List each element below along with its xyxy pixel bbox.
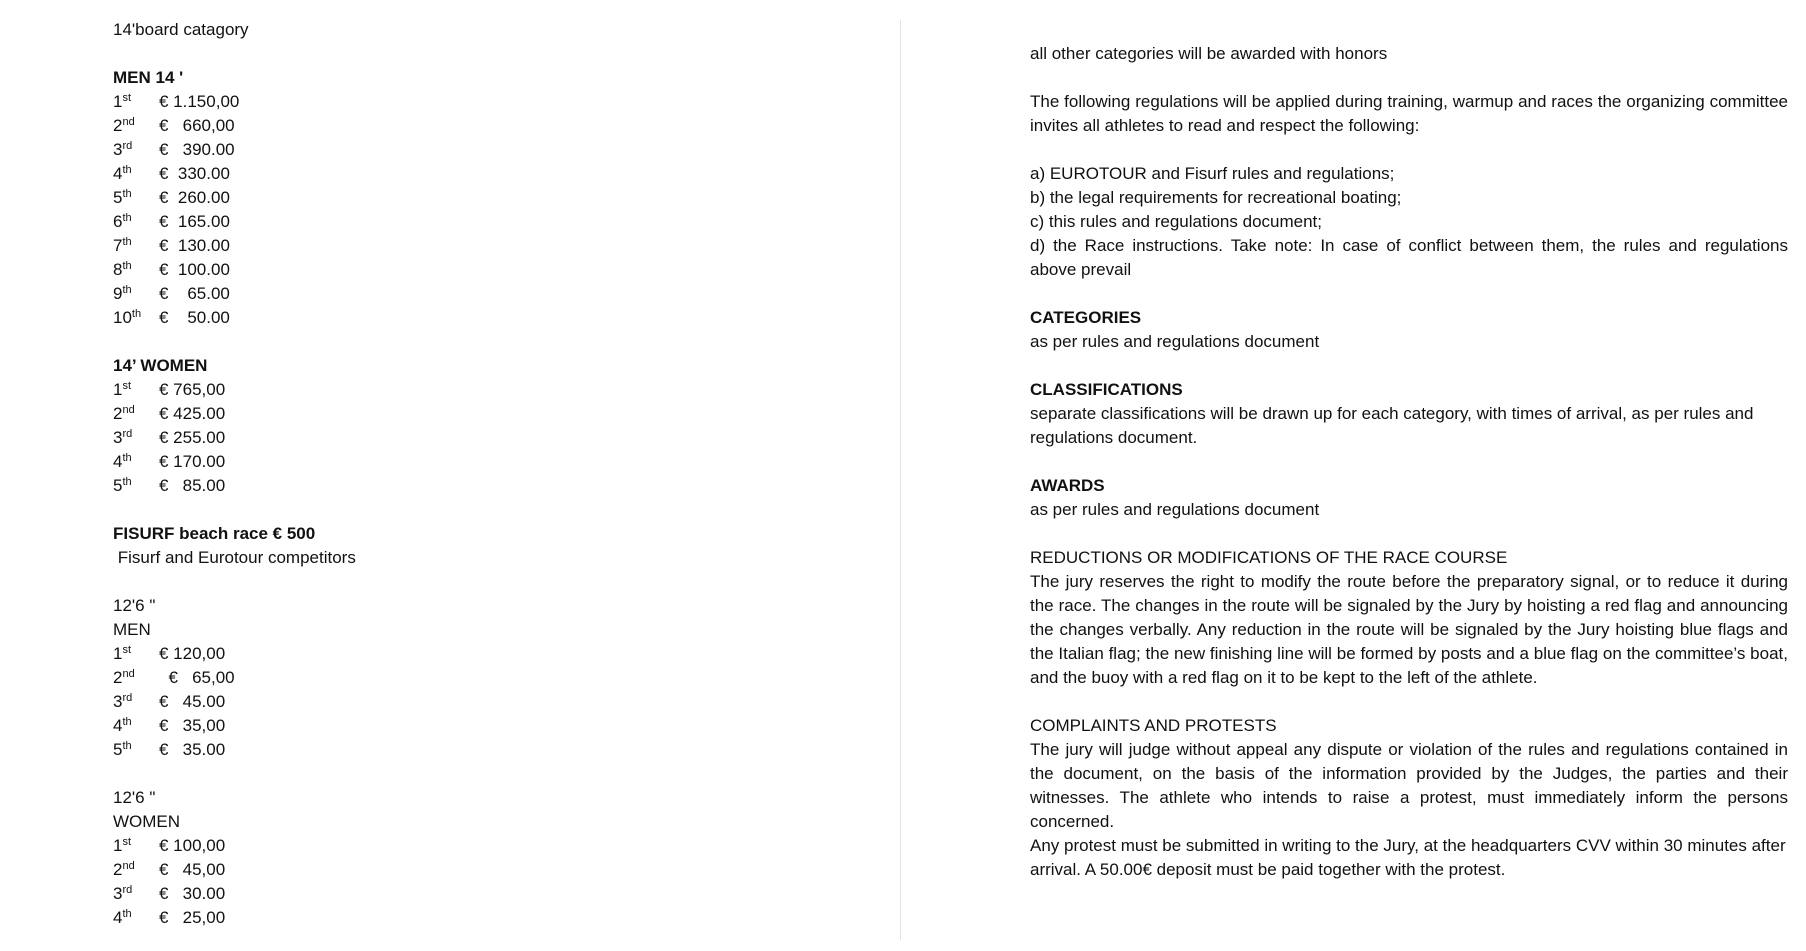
prize-place-number: 2 xyxy=(113,116,123,135)
prize-amount: € 100.00 xyxy=(159,260,230,279)
prize-place xyxy=(113,690,159,714)
prize-amount: € 330.00 xyxy=(159,164,230,183)
prize-place-suffix: th xyxy=(122,740,132,752)
prize-place-number: 3 xyxy=(113,140,123,159)
prize-place-suffix: st xyxy=(122,836,132,848)
prize-amount: € 255.00 xyxy=(159,428,226,447)
women14-title: 14’ WOMEN xyxy=(113,356,208,375)
awards-heading: AWARDS xyxy=(1030,476,1105,495)
rules-list xyxy=(1030,162,1788,282)
prize-amount: € 425.00 xyxy=(159,404,226,423)
men126-title: MEN xyxy=(113,620,151,639)
prize-place-suffix: rd xyxy=(122,428,133,440)
men126-prize-list xyxy=(113,642,900,762)
prize-amount: € 45.00 xyxy=(159,692,226,711)
women126-prize-list xyxy=(113,834,900,930)
prize-place-suffix: st xyxy=(122,92,132,104)
prize-place-number: 2 xyxy=(113,404,123,423)
prize-amount: € 120,00 xyxy=(159,644,226,663)
prize-place-number: 1 xyxy=(113,380,123,399)
prize-place xyxy=(113,882,159,906)
rule-item-a: a) EUROTOUR and Fisurf rules and regulations; xyxy=(1030,164,1395,183)
prize-row xyxy=(113,642,900,666)
prize-row xyxy=(113,738,900,762)
prize-place-suffix: rd xyxy=(122,692,133,704)
men14-title: MEN 14 ' xyxy=(113,68,184,87)
prize-place xyxy=(113,666,159,690)
right-page xyxy=(902,0,1806,951)
reductions-text: The jury reserves the right to modify the route before the preparatory signal, or to reduce it during the race. The changes in the route will be signaled by the Jury by hoisting a red flag and announcing the changes verbally. Any reduction in the route will be signaled by the Jury hoisting blue flags and the Italian flag; the new finishing line will be formed by posts and a blue flag on the committee’s boat, and the buoy with a red flag on it to be kept to the left of the athlete. xyxy=(1030,572,1788,687)
prize-place-number: 7 xyxy=(113,236,123,255)
prize-place-suffix: nd xyxy=(122,404,135,416)
beach-race-subtitle: Fisurf and Eurotour competitors xyxy=(113,548,356,567)
prize-row xyxy=(113,906,900,930)
prize-row xyxy=(113,114,900,138)
prize-amount: € 65,00 xyxy=(159,668,235,687)
prize-row xyxy=(113,306,900,330)
prize-place xyxy=(113,402,159,426)
prize-place-suffix: th xyxy=(122,452,132,464)
prize-place-suffix: th xyxy=(122,284,132,296)
prize-place-number: 3 xyxy=(113,692,123,711)
prize-amount: € 260.00 xyxy=(159,188,230,207)
prize-amount: € 130.00 xyxy=(159,236,230,255)
prize-place-suffix: th xyxy=(122,188,132,200)
prize-row xyxy=(113,90,900,114)
prize-place-suffix: st xyxy=(122,644,132,656)
prize-place xyxy=(113,282,159,306)
prize-place-suffix: rd xyxy=(122,884,133,896)
men126-size: 12'6 " xyxy=(113,596,156,615)
prize-place xyxy=(113,738,159,762)
rule-item-b: b) the legal requirements for recreational boating; xyxy=(1030,188,1402,207)
prize-row xyxy=(113,714,900,738)
prize-place-suffix: th xyxy=(131,308,142,320)
prize-place-number: 3 xyxy=(113,428,123,447)
prize-row xyxy=(113,162,900,186)
awards-section xyxy=(1030,474,1788,522)
prize-place xyxy=(113,642,159,666)
women14-prize-list xyxy=(113,378,900,498)
men14-prize-list xyxy=(113,90,900,330)
prize-row xyxy=(113,282,900,306)
complaints-text: The jury will judge without appeal any dispute or violation of the rules and regulations contained in the document, on the basis of the information provided by the Judges, the parties and their witnesses. The athlete who intends to raise a protest, must immediately inform the persons concerned. xyxy=(1030,740,1788,831)
prize-place-number: 3 xyxy=(113,884,123,903)
prize-amount: € 45,00 xyxy=(159,860,226,879)
women126-size: 12'6 " xyxy=(113,788,156,807)
prize-place-number: 10 xyxy=(113,308,132,327)
prize-place-suffix: th xyxy=(122,236,132,248)
prize-place xyxy=(113,906,159,930)
prize-place xyxy=(113,234,159,258)
prize-place-suffix: th xyxy=(122,164,132,176)
prize-row xyxy=(113,882,900,906)
prize-place-suffix: nd xyxy=(122,116,135,128)
reductions-heading: REDUCTIONS OR MODIFICATIONS OF THE RACE COURSE xyxy=(1030,548,1508,567)
classifications-heading: CLASSIFICATIONS xyxy=(1030,380,1183,399)
prize-place xyxy=(113,378,159,402)
prize-place xyxy=(113,90,159,114)
women126-title: WOMEN xyxy=(113,812,181,831)
prize-place-suffix: st xyxy=(122,380,132,392)
page-divider xyxy=(900,20,901,940)
prize-row xyxy=(113,234,900,258)
prize-row xyxy=(113,690,900,714)
prize-amount: € 35,00 xyxy=(159,716,226,735)
left-page xyxy=(0,0,900,951)
prize-place xyxy=(113,450,159,474)
prize-place xyxy=(113,306,159,330)
prize-amount: € 1.150,00 xyxy=(159,92,240,111)
prize-place xyxy=(113,714,159,738)
prize-place-number: 4 xyxy=(113,908,123,927)
prize-amount: € 25,00 xyxy=(159,908,226,927)
prize-amount: € 30.00 xyxy=(159,884,226,903)
prize-row xyxy=(113,858,900,882)
classifications-section xyxy=(1030,378,1788,450)
prize-place-number: 5 xyxy=(113,740,123,759)
rule-item-d: d) the Race instructions. Take note: In case of conflict between them, the rules and regulations above prevail xyxy=(1030,236,1788,279)
prize-amount: € 65.00 xyxy=(159,284,230,303)
prize-place xyxy=(113,210,159,234)
prize-amount: € 85.00 xyxy=(159,476,226,495)
prize-place-suffix: th xyxy=(122,212,132,224)
prize-amount: € 165.00 xyxy=(159,212,230,231)
prize-row xyxy=(113,138,900,162)
prize-amount: € 170.00 xyxy=(159,452,226,471)
category-header: 14'board catagory xyxy=(113,20,249,39)
prize-place-number: 9 xyxy=(113,284,123,303)
prize-row xyxy=(113,402,900,426)
complaints-section xyxy=(1030,714,1788,882)
prize-place-suffix: nd xyxy=(122,860,135,872)
prize-amount: € 35.00 xyxy=(159,740,226,759)
regulations-intro: The following regulations will be applied during training, warmup and races the organizing committee invites all athletes to read and respect the following: xyxy=(1030,92,1788,135)
prize-place-suffix: th xyxy=(122,476,132,488)
prize-place-number: 4 xyxy=(113,452,123,471)
prize-row xyxy=(113,210,900,234)
prize-place xyxy=(113,474,159,498)
prize-place xyxy=(113,162,159,186)
prize-place-suffix: nd xyxy=(122,668,135,680)
prize-row xyxy=(113,474,900,498)
prize-row xyxy=(113,450,900,474)
prize-place xyxy=(113,426,159,450)
prize-place xyxy=(113,858,159,882)
prize-place-number: 2 xyxy=(113,668,123,687)
prize-place xyxy=(113,114,159,138)
prize-place-number: 5 xyxy=(113,476,123,495)
prize-place-number: 5 xyxy=(113,188,123,207)
categories-text: as per rules and regulations document xyxy=(1030,332,1320,351)
awards-text: as per rules and regulations document xyxy=(1030,500,1320,519)
prize-row xyxy=(113,378,900,402)
prize-amount: € 660,00 xyxy=(159,116,235,135)
prize-row xyxy=(113,186,900,210)
complaints-deposit-text: Any protest must be submitted in writing to the Jury, at the headquarters CVV within 30 minutes after arrival. A 50.00€ deposit must be paid together with the protest. xyxy=(1030,836,1786,879)
prize-amount: € 100,00 xyxy=(159,836,226,855)
honors-note: all other categories will be awarded with honors xyxy=(1030,44,1388,63)
reductions-section xyxy=(1030,546,1788,690)
prize-place-number: 6 xyxy=(113,212,123,231)
prize-place-number: 1 xyxy=(113,644,123,663)
categories-section xyxy=(1030,306,1788,354)
prize-amount: € 765,00 xyxy=(159,380,226,399)
categories-heading: CATEGORIES xyxy=(1030,308,1142,327)
prize-row xyxy=(113,834,900,858)
rule-item-c: c) this rules and regulations document; xyxy=(1030,212,1322,231)
complaints-heading: COMPLAINTS AND PROTESTS xyxy=(1030,716,1277,735)
classifications-text: separate classifications will be drawn up for each category, with times of arrival, as per rules and regulations document. xyxy=(1030,404,1754,447)
prize-place-suffix: rd xyxy=(122,140,133,152)
prize-place xyxy=(113,258,159,282)
prize-place-number: 1 xyxy=(113,836,123,855)
prize-row xyxy=(113,426,900,450)
prize-place-suffix: th xyxy=(122,908,132,920)
prize-amount: € 50.00 xyxy=(159,308,230,327)
prize-place-number: 1 xyxy=(113,92,123,111)
prize-place-number: 2 xyxy=(113,860,123,879)
prize-place-suffix: th xyxy=(122,260,132,272)
prize-place-number: 4 xyxy=(113,716,123,735)
beach-race-title: FISURF beach race € 500 xyxy=(113,524,316,543)
prize-place-number: 4 xyxy=(113,164,123,183)
prize-place-suffix: th xyxy=(122,716,132,728)
prize-place-number: 8 xyxy=(113,260,123,279)
prize-place xyxy=(113,138,159,162)
prize-place xyxy=(113,834,159,858)
prize-place xyxy=(113,186,159,210)
prize-row xyxy=(113,258,900,282)
prize-row xyxy=(113,666,900,690)
prize-amount: € 390.00 xyxy=(159,140,235,159)
